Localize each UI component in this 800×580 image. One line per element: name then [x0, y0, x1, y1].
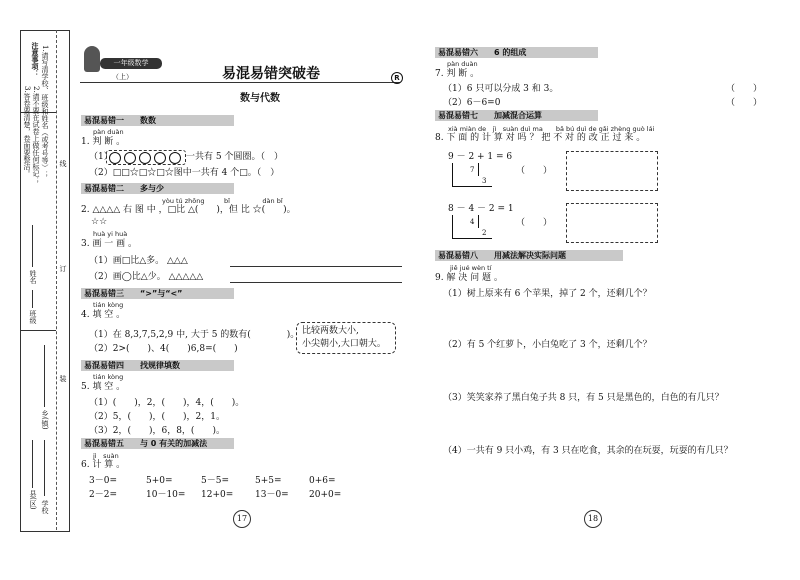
mascot-icon: [84, 46, 100, 72]
q4-item-1: （1）在 8,3,7,5,2,9 中, 大于 5 的数有( )。: [89, 330, 300, 340]
tip-line-2: 小尖朝小,大口朝大。: [302, 339, 386, 349]
section-header-2: 易混易错二 多与少: [81, 183, 234, 194]
section-header-8: 易混易错八 用减法解决实际问题: [435, 250, 623, 261]
correction-box-1[interactable]: [566, 151, 658, 191]
answer-line[interactable]: [230, 282, 402, 283]
q7-answer-1[interactable]: （ ）: [726, 84, 763, 94]
pinyin-8: xià miàn de jì suàn duì ma bǎ bú duì de gǎi zhèng guò lái: [448, 125, 655, 133]
page-number: 18: [584, 510, 602, 528]
question-5: 5. 填 空 。: [81, 382, 126, 392]
q9-item-4: （4）一共有 9 只小鸡，有 3 只在吃食，其余的在玩耍，玩耍的有几只？: [443, 446, 733, 456]
expr-1-note: 3: [482, 177, 487, 185]
grade-badge: 一年级数学: [100, 58, 162, 69]
class-label: 班级: [29, 310, 37, 324]
q9-item-2: （2）有 5 个红萝卜，小白兔吃了 3 个，还剩几个？: [443, 340, 652, 350]
q3-item-1: （1）画□比△多。 △△△: [89, 256, 188, 266]
q1-item-1-num: （1）: [89, 152, 113, 162]
name-label: 姓名: [29, 270, 37, 284]
q8-answer-2[interactable]: （ ）: [516, 218, 553, 228]
cut-line: [56, 30, 58, 530]
question-3: 3. 画 一 画 。: [81, 239, 138, 249]
registered-logo: R: [391, 72, 403, 84]
answer-line[interactable]: [230, 266, 402, 267]
cut-mark-mid: 订: [59, 265, 67, 272]
calc-cell: 10－10=: [146, 490, 186, 500]
calc-cell: 13－0=: [255, 490, 289, 500]
expr-2-step: 4: [470, 218, 475, 226]
q7-item-2: （2）6－6=0: [443, 98, 501, 108]
section-header-6: 易混易错六 6 的组成: [435, 47, 598, 58]
calc-cell: 3－0=: [89, 476, 117, 486]
section-header-3: 易混易错三 “>”与“<”: [81, 288, 234, 299]
binding-note-2: 2.请不要在试卷上做任何标记；: [32, 86, 40, 184]
circle-group: [106, 150, 186, 165]
pinyin-3: huà yi huà: [93, 230, 128, 238]
question-4: 4. 填 空 。: [81, 310, 126, 320]
cut-mark-bot: 装: [59, 375, 67, 382]
school-label: 学校: [41, 500, 49, 514]
q4-item-2: （2）2>( )、4( )6,8=( ): [89, 344, 238, 354]
class-field[interactable]: [32, 290, 33, 308]
page-title: 易混易错突破卷: [222, 66, 320, 82]
school-field[interactable]: [44, 440, 45, 496]
pinyin-1: pàn duàn: [93, 128, 124, 136]
q3-item-2: （2）画◯比△少。 △△△△△: [89, 272, 204, 282]
pinyin-6: jì suàn: [93, 452, 119, 460]
pinyin-2: yòu tú zhōng bǐ dàn bǐ: [162, 197, 283, 205]
expr-1: 9 － 2 + 1 = 6: [448, 152, 513, 162]
q1-item-2: （2）□□☆□☆□☆图中一共有 4 个□。（ ）: [89, 168, 280, 178]
expr-2: 8 － 4 － 2 = 1: [448, 204, 514, 214]
pinyin-7: pàn duàn: [447, 60, 478, 68]
cut-mark-top: 线: [59, 160, 67, 167]
binding-note-1: 1.请写清学校、班级和姓名（或考号等）；: [41, 45, 49, 178]
q7-item-1: （1）6 只可以分成 3 和 3。: [443, 84, 559, 94]
pinyin-5: tián kòng: [93, 373, 124, 381]
q5-item-3: （3）2，( )，6，8，( )。: [89, 426, 225, 436]
section-header-4: 易混易错四 找规律填数: [81, 360, 234, 371]
calc-cell: 5+0=: [146, 476, 173, 486]
question-1: 1. 判 断 。: [81, 137, 126, 147]
expr-2-note: 2: [482, 229, 487, 237]
township-label: 乡(镇): [41, 410, 49, 430]
pinyin-4: tián kòng: [93, 301, 124, 309]
q5-item-2: （2）5，( )，( )，2，1。: [89, 412, 225, 422]
question-2-stars: ☆☆: [91, 217, 108, 227]
question-2: 2. △△△△ 右 图 中 ，□比 △( )，但 比 ☆( )。: [81, 205, 296, 215]
question-9: 9. 解 决 问 题 。: [435, 273, 503, 283]
q9-item-3: （3）笑笑家养了黑白兔子共 8 只，有 5 只是黑色的，白色的有几只？: [443, 393, 724, 403]
question-6: 6. 计 算 。: [81, 460, 126, 470]
grade-badge-sub: （上）: [112, 73, 133, 81]
pinyin-9: jiě jué wèn tí: [450, 264, 492, 272]
q9-item-1: （1）树上原来有 6 个苹果，掉了 2 个，还剩几个？: [443, 289, 652, 299]
calc-cell: 5－5=: [201, 476, 229, 486]
calc-cell: 0+6=: [309, 476, 336, 486]
tip-line-1: 比较两数大小,: [302, 326, 359, 336]
q8-answer-1[interactable]: （ ）: [516, 166, 553, 176]
section-header-5: 易混易错五 与 0 有关的加减法: [81, 438, 234, 449]
expr-1-step: 7: [470, 166, 475, 174]
page-subtitle: 数与代数: [240, 93, 280, 104]
section-header-1: 易混易错一 数数: [81, 115, 234, 126]
question-7: 7. 判 断 。: [435, 69, 480, 79]
q7-answer-2[interactable]: （ ）: [726, 98, 763, 108]
section-header-7: 易混易错七 加减混合运算: [435, 110, 598, 121]
name-field[interactable]: [32, 225, 33, 267]
calc-cell: 12+0=: [201, 490, 234, 500]
calc-cell: 2－2=: [89, 490, 117, 500]
binding-note-3: 3.答卷要清楚，卷面要整洁。: [23, 86, 31, 177]
calc-cell: 5+5=: [255, 476, 282, 486]
binding-note-title: 注意事项：: [31, 42, 40, 77]
q5-item-1: （1）( )，2，( )，4，( )。: [89, 398, 245, 408]
calc-cell: 20+0=: [309, 490, 342, 500]
page-number: 17: [233, 510, 251, 528]
q1-item-1: 一共有 5 个圆圈。（ ）: [186, 152, 283, 162]
county-field[interactable]: [32, 440, 33, 488]
township-field[interactable]: [44, 345, 45, 407]
county-label: 县(区): [29, 490, 37, 510]
correction-box-2[interactable]: [566, 203, 658, 243]
question-8: 8. 下 面 的 计 算 对 吗 ？ 把 不 对 的 改 正 过 来 。: [435, 133, 646, 143]
